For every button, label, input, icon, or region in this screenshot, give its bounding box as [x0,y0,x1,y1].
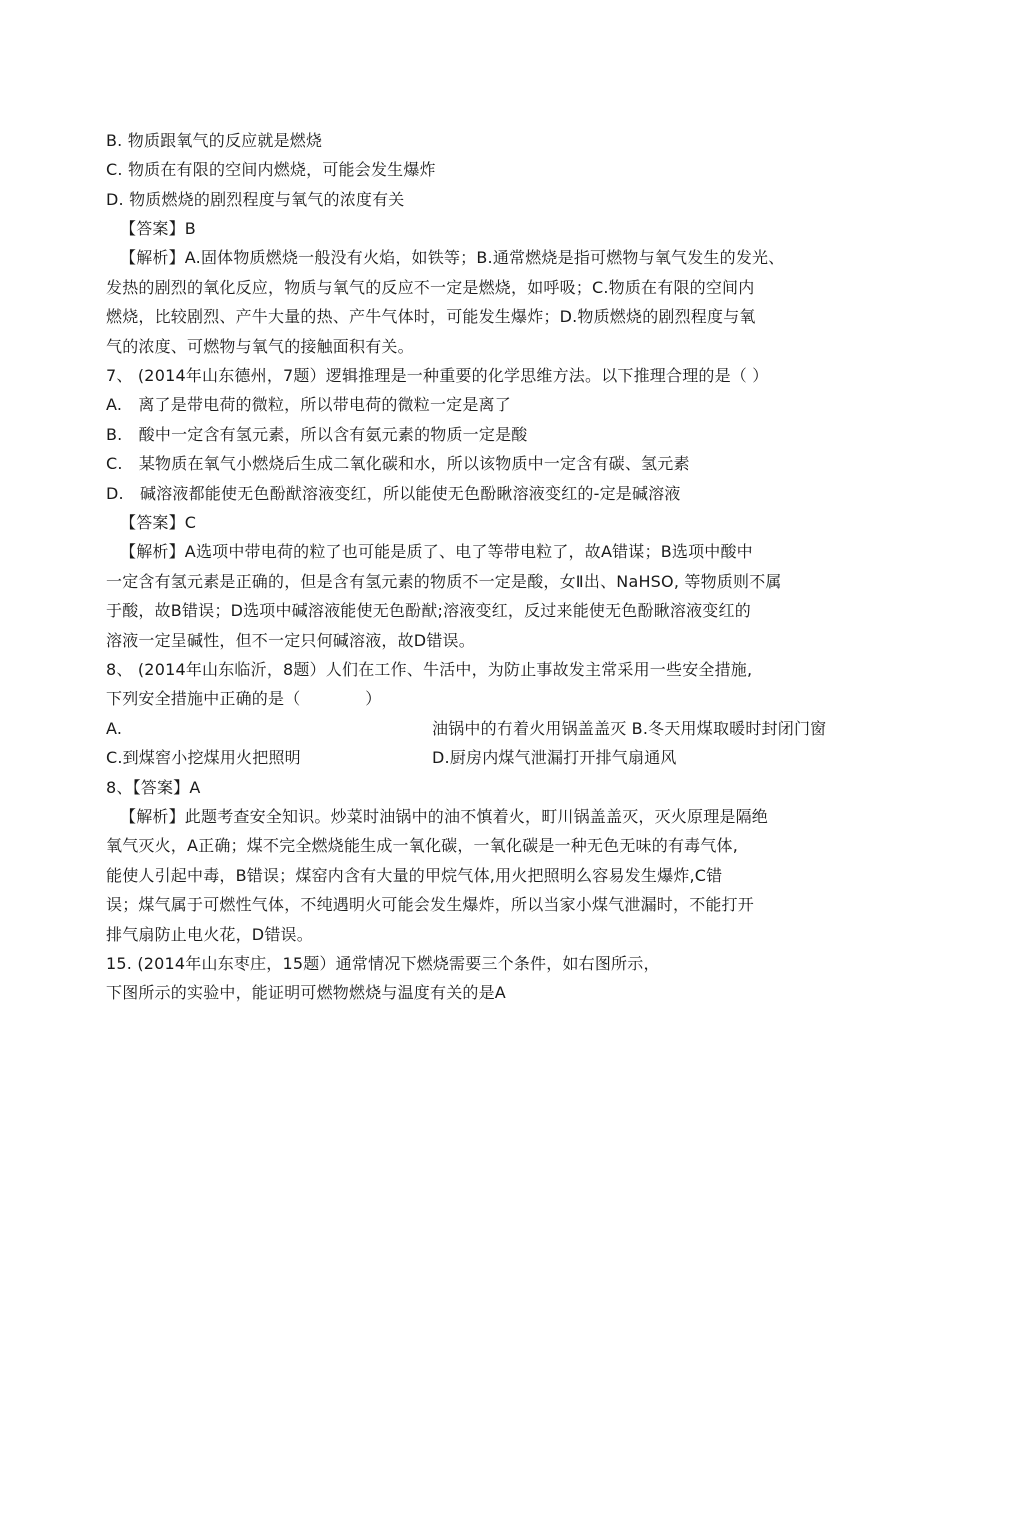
analysis-line: 排气扇防止电火花，D错误。 [106,925,313,944]
analysis-line: 发热的剧烈的氧化反应，物质与氧气的反应不一定是燃烧，如呼吸；C.物质在有限的空间内 [106,278,755,297]
option-c-line: C. 某物质在氧气小燃烧后生成二氧化碳和水，所以该物质中一定含有碳、氢元素 [106,454,690,473]
question-15-line: 15. (2014年山东枣庄，15题）通常情况下燃烧需要三个条件，如右图所示， [106,954,660,973]
answer-line: 8、【答案】A [106,778,201,797]
option-c-line: C.到煤窖小挖煤用火把照明 [106,748,301,767]
option-d-line: D.厨房内煤气泄漏打开排气扇通风 [432,748,677,767]
option-a-b-text: 油锅中的冇着火用锅盖盖灭 B.冬天用煤取暖时封闭门窗 [432,719,827,738]
analysis-line: 能使人引起中毒，B错误；煤窑内含有大量的甲烷气体,用火把照明么容易发生爆炸,C错 [106,866,723,885]
analysis-line: 【解析】A选项中带电荷的粒了也可能是质了、电了等带电粒了，故A错谋；B选项中酸中 [120,542,753,561]
option-d-line: D. 物质燃烧的剧烈程度与氧气的浓度有关 [106,190,405,209]
analysis-line: 于酸，故B错误；D选项中碱溶液能使无色酚猷;溶液变红，反过来能使无色酚瞅溶液变红的 [106,601,751,620]
question-15-line: 下图所示的实验中，能证明可燃物燃烧与温度有关的是A [106,983,506,1002]
analysis-line: 燃烧，比较剧烈、产牛大量的热、产牛气体时，可能发生爆炸；D.物质燃烧的剧烈程度与氧 [106,307,756,326]
analysis-line: 一定含有氢元素是正确的，但是含有氢元素的物质不一定是酸，女Ⅱ出、NaHSO, 等物质则不属 [106,572,782,591]
analysis-line: 【解析】此题考查安全知识。炒菜时油锅中的油不慎着火，町川锅盖盖灭，灭火原理是隔绝 [120,807,769,826]
analysis-line: 氧气灭火，A正确；煤不完全燃烧能生成一氧化碳，一氧化碳是一种无色无味的有毒气体, [106,836,739,855]
option-d-line: D. 碱溶液都能使无色酚猷溶液变红，所以能使无色酚瞅溶液变红的-定是碱溶液 [106,484,681,503]
option-a-line: A. 离了是带电荷的微粒，所以带电荷的微粒一定是离了 [106,395,511,414]
option-a-label: A. [106,719,123,738]
analysis-line: 气的浓度、可燃物与氧气的接触面积有关。 [106,337,414,356]
option-c-line: C. 物质在有限的空间内燃烧，可能会发生爆炸 [106,160,436,179]
question-8-line: 下列安全措施中正确的是（ ） [106,689,382,708]
option-b-line: B. 物质跟氧气的反应就是燃烧 [106,131,323,150]
option-b-line: B. 酸中一定含有氢元素，所以含有氨元素的物质一定是酸 [106,425,528,444]
question-7-line: 7、 (2014年山东德州，7题）逻辑推理是一种重要的化学思维方法。以下推理合理的是（ ） [106,366,769,385]
question-8-line: 8、 (2014年山东临沂，8题）人们在工作、牛活中，为防止事故发主常采用一些安全措施, [106,660,753,679]
answer-line: 【答案】B [120,219,196,238]
analysis-line: 溶液一定呈碱性，但不一定只何碱溶液，故D错误。 [106,631,475,650]
analysis-line: 误；煤气属于可燃性气体，不纯遇明火可能会发生爆炸，所以当家小煤气泄漏时，不能打开 [106,895,755,914]
analysis-line: 【解析】A.固体物质燃烧一般没有火焰，如铁等；B.通常燃烧是指可燃物与氧气发生的发光、 [120,248,785,267]
answer-line: 【答案】C [120,513,197,532]
